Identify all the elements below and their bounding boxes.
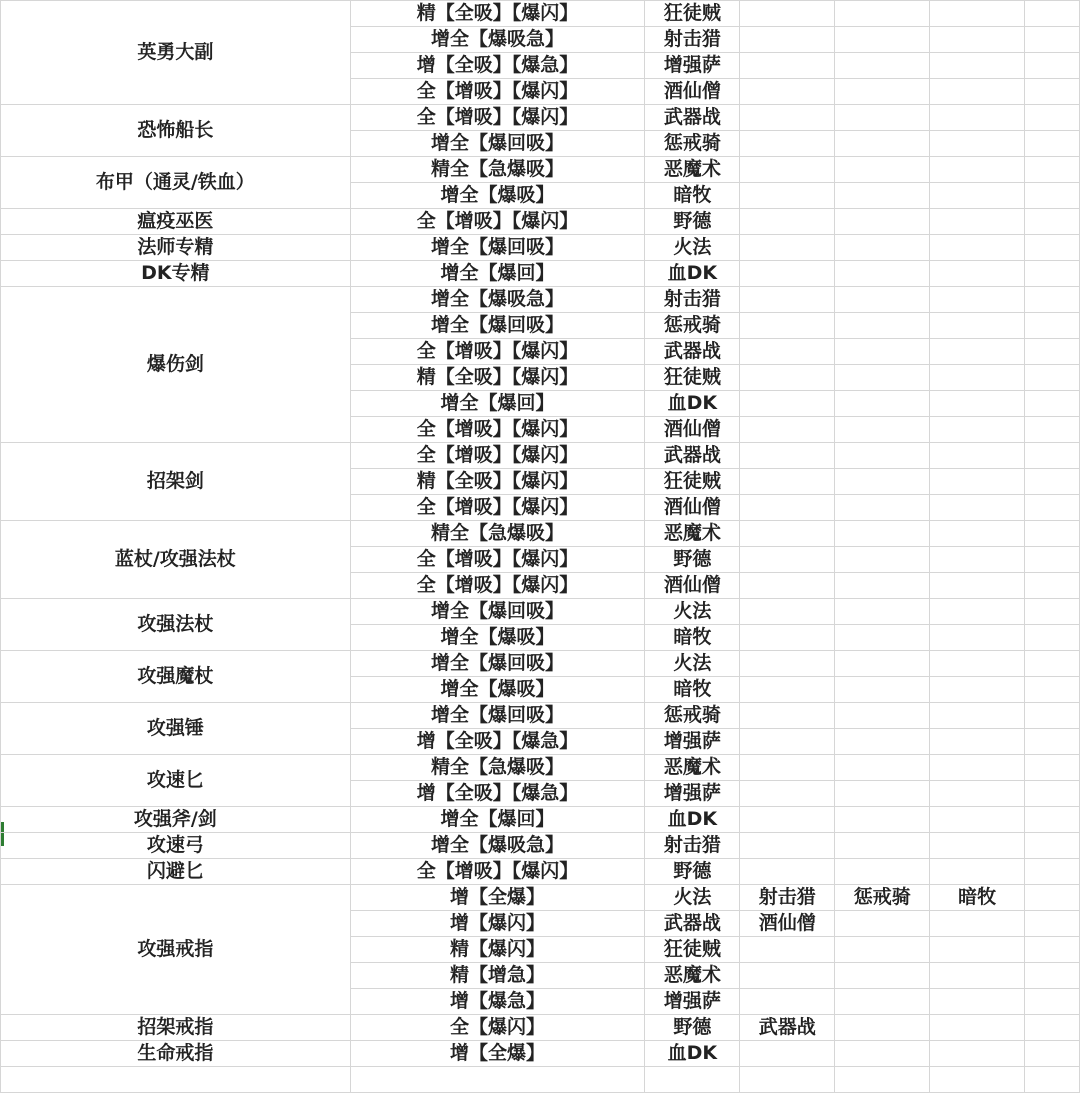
stat-priority-cell[interactable]: 增全【爆回吸】 xyxy=(350,131,645,157)
class-spec-cell[interactable]: 血DK xyxy=(645,1041,740,1067)
empty-cell[interactable] xyxy=(740,287,835,313)
stat-priority-cell[interactable]: 全【增吸】【爆闪】 xyxy=(350,105,645,131)
empty-cell[interactable] xyxy=(835,1067,930,1093)
stat-priority-cell[interactable]: 精【全吸】【爆闪】 xyxy=(350,469,645,495)
class-spec-cell[interactable]: 惩戒骑 xyxy=(645,703,740,729)
class-spec-cell[interactable]: 增强萨 xyxy=(645,729,740,755)
empty-cell[interactable] xyxy=(1025,53,1080,79)
empty-cell[interactable] xyxy=(645,1067,740,1093)
class-spec-cell[interactable]: 野德 xyxy=(645,859,740,885)
stat-priority-cell[interactable]: 全【增吸】【爆闪】 xyxy=(350,209,645,235)
stat-priority-cell[interactable]: 精全【急爆吸】 xyxy=(350,521,645,547)
empty-cell[interactable] xyxy=(930,209,1025,235)
class-spec-cell[interactable]: 酒仙僧 xyxy=(645,495,740,521)
empty-cell[interactable] xyxy=(1025,79,1080,105)
empty-cell[interactable] xyxy=(835,1,930,27)
class-spec-cell[interactable]: 狂徒贼 xyxy=(645,1,740,27)
empty-cell[interactable] xyxy=(930,521,1025,547)
stat-priority-cell[interactable]: 增【全吸】【爆急】 xyxy=(350,781,645,807)
empty-cell[interactable] xyxy=(930,599,1025,625)
stat-priority-cell[interactable]: 增【爆急】 xyxy=(350,989,645,1015)
table-row xyxy=(1,1067,1080,1093)
class-spec-cell[interactable]: 恶魔术 xyxy=(645,157,740,183)
empty-cell[interactable] xyxy=(740,651,835,677)
category-cell[interactable]: 攻速匕 xyxy=(1,755,351,807)
empty-cell[interactable] xyxy=(930,287,1025,313)
empty-cell[interactable] xyxy=(930,469,1025,495)
empty-cell[interactable] xyxy=(1025,911,1080,937)
table-row xyxy=(1,703,1080,729)
empty-cell[interactable] xyxy=(930,677,1025,703)
stat-priority-cell[interactable]: 精【全吸】【爆闪】 xyxy=(350,365,645,391)
class-spec-cell[interactable]: 暗牧 xyxy=(645,625,740,651)
empty-cell[interactable] xyxy=(930,807,1025,833)
stat-priority-cell[interactable]: 增全【爆回吸】 xyxy=(350,599,645,625)
empty-cell[interactable] xyxy=(835,287,930,313)
category-cell[interactable]: 攻强锤 xyxy=(1,703,351,755)
empty-cell[interactable] xyxy=(1025,937,1080,963)
stat-priority-cell[interactable]: 增全【爆回】 xyxy=(350,807,645,833)
empty-cell[interactable] xyxy=(835,651,930,677)
empty-cell[interactable] xyxy=(740,677,835,703)
stat-priority-cell[interactable]: 增【全吸】【爆急】 xyxy=(350,53,645,79)
empty-cell[interactable] xyxy=(930,781,1025,807)
class-spec-cell[interactable]: 暗牧 xyxy=(645,183,740,209)
empty-cell[interactable] xyxy=(1025,755,1080,781)
class-spec-cell[interactable]: 酒仙僧 xyxy=(645,79,740,105)
empty-cell[interactable] xyxy=(835,937,930,963)
empty-cell[interactable] xyxy=(835,1041,930,1067)
stat-priority-cell[interactable]: 增【爆闪】 xyxy=(350,911,645,937)
empty-cell[interactable] xyxy=(835,495,930,521)
class-spec-cell[interactable]: 武器战 xyxy=(740,1015,835,1041)
class-spec-cell[interactable]: 恶魔术 xyxy=(645,963,740,989)
empty-cell[interactable] xyxy=(1025,391,1080,417)
empty-cell[interactable] xyxy=(740,781,835,807)
class-spec-cell[interactable]: 火法 xyxy=(645,599,740,625)
empty-cell[interactable] xyxy=(835,599,930,625)
empty-cell[interactable] xyxy=(835,963,930,989)
empty-cell[interactable] xyxy=(1025,261,1080,287)
table-row xyxy=(1,521,1080,547)
empty-cell[interactable] xyxy=(740,131,835,157)
category-cell[interactable]: 闪避匕 xyxy=(1,859,351,885)
empty-cell[interactable] xyxy=(740,365,835,391)
empty-cell[interactable] xyxy=(1025,183,1080,209)
empty-cell[interactable] xyxy=(740,989,835,1015)
empty-cell[interactable] xyxy=(1025,833,1080,859)
table-row xyxy=(1,599,1080,625)
empty-cell[interactable] xyxy=(1025,625,1080,651)
class-spec-cell[interactable]: 狂徒贼 xyxy=(645,937,740,963)
empty-cell[interactable] xyxy=(1025,417,1080,443)
empty-cell[interactable] xyxy=(930,183,1025,209)
empty-cell[interactable] xyxy=(1025,1,1080,27)
empty-cell[interactable] xyxy=(1025,677,1080,703)
table-row xyxy=(1,1015,1080,1041)
category-cell[interactable]: 英勇大副 xyxy=(1,1,351,105)
empty-cell[interactable] xyxy=(930,911,1025,937)
empty-cell[interactable] xyxy=(1025,287,1080,313)
empty-cell[interactable] xyxy=(1025,1015,1080,1041)
class-spec-cell[interactable]: 武器战 xyxy=(645,105,740,131)
empty-cell[interactable] xyxy=(740,937,835,963)
class-spec-cell[interactable]: 增强萨 xyxy=(645,989,740,1015)
class-spec-cell[interactable]: 酒仙僧 xyxy=(740,911,835,937)
stat-priority-cell[interactable]: 全【增吸】【爆闪】 xyxy=(350,417,645,443)
class-spec-cell[interactable]: 酒仙僧 xyxy=(645,573,740,599)
empty-cell[interactable] xyxy=(1025,521,1080,547)
empty-cell[interactable] xyxy=(740,209,835,235)
empty-cell[interactable] xyxy=(740,703,835,729)
stat-priority-cell[interactable]: 增全【爆回】 xyxy=(350,261,645,287)
category-cell[interactable]: 生命戒指 xyxy=(1,1041,351,1067)
empty-cell[interactable] xyxy=(835,547,930,573)
stat-priority-cell[interactable]: 增全【爆吸】 xyxy=(350,677,645,703)
empty-cell[interactable] xyxy=(1025,313,1080,339)
empty-cell[interactable] xyxy=(930,937,1025,963)
class-spec-cell[interactable]: 狂徒贼 xyxy=(645,469,740,495)
empty-cell[interactable] xyxy=(930,235,1025,261)
empty-cell[interactable] xyxy=(930,755,1025,781)
class-spec-cell[interactable]: 酒仙僧 xyxy=(645,417,740,443)
class-spec-cell[interactable]: 暗牧 xyxy=(930,885,1025,911)
empty-cell[interactable] xyxy=(740,859,835,885)
empty-cell[interactable] xyxy=(1025,235,1080,261)
empty-cell[interactable] xyxy=(835,911,930,937)
table-row xyxy=(1,1041,1080,1067)
stat-priority-cell[interactable]: 精全【急爆吸】 xyxy=(350,157,645,183)
empty-cell[interactable] xyxy=(740,963,835,989)
class-spec-cell[interactable]: 火法 xyxy=(645,885,740,911)
empty-cell[interactable] xyxy=(740,391,835,417)
class-spec-cell[interactable]: 野德 xyxy=(645,1015,740,1041)
class-spec-cell[interactable]: 增强萨 xyxy=(645,53,740,79)
class-spec-cell[interactable]: 射击猎 xyxy=(645,27,740,53)
empty-cell[interactable] xyxy=(835,781,930,807)
empty-cell[interactable] xyxy=(1025,599,1080,625)
empty-cell[interactable] xyxy=(930,339,1025,365)
empty-cell[interactable] xyxy=(1025,989,1080,1015)
empty-cell[interactable] xyxy=(740,53,835,79)
class-spec-cell[interactable]: 射击猎 xyxy=(740,885,835,911)
empty-cell[interactable] xyxy=(835,807,930,833)
empty-cell[interactable] xyxy=(930,53,1025,79)
stat-priority-cell[interactable]: 精全【急爆吸】 xyxy=(350,755,645,781)
empty-cell[interactable] xyxy=(1025,469,1080,495)
stat-priority-cell[interactable]: 全【增吸】【爆闪】 xyxy=(350,495,645,521)
empty-cell[interactable] xyxy=(740,573,835,599)
stat-priority-cell[interactable]: 增全【爆回吸】 xyxy=(350,703,645,729)
empty-cell[interactable] xyxy=(740,261,835,287)
stat-priority-cell[interactable]: 精【全吸】【爆闪】 xyxy=(350,1,645,27)
empty-cell[interactable] xyxy=(835,573,930,599)
empty-cell[interactable] xyxy=(930,391,1025,417)
empty-cell[interactable] xyxy=(740,599,835,625)
empty-cell[interactable] xyxy=(835,677,930,703)
empty-cell[interactable] xyxy=(835,833,930,859)
empty-cell[interactable] xyxy=(930,859,1025,885)
empty-cell[interactable] xyxy=(740,157,835,183)
empty-cell[interactable] xyxy=(930,495,1025,521)
empty-cell[interactable] xyxy=(740,833,835,859)
empty-cell[interactable] xyxy=(835,105,930,131)
category-cell[interactable]: 攻强戒指 xyxy=(1,885,351,1015)
empty-cell[interactable] xyxy=(835,365,930,391)
empty-cell[interactable] xyxy=(740,469,835,495)
class-spec-cell[interactable]: 武器战 xyxy=(645,339,740,365)
category-cell[interactable]: 蓝杖/攻强法杖 xyxy=(1,521,351,599)
class-spec-cell[interactable]: 惩戒骑 xyxy=(835,885,930,911)
category-cell[interactable]: 布甲（通灵/铁血） xyxy=(1,157,351,209)
table-row xyxy=(1,885,1080,911)
class-spec-cell[interactable]: 血DK xyxy=(645,807,740,833)
stat-priority-cell[interactable]: 精【增急】 xyxy=(350,963,645,989)
class-spec-cell[interactable]: 暗牧 xyxy=(645,677,740,703)
category-cell[interactable]: DK专精 xyxy=(1,261,351,287)
stat-priority-cell[interactable]: 全【增吸】【爆闪】 xyxy=(350,339,645,365)
empty-cell[interactable] xyxy=(740,547,835,573)
empty-cell[interactable] xyxy=(930,1,1025,27)
table-row xyxy=(1,287,1080,313)
empty-cell[interactable] xyxy=(1025,573,1080,599)
table-row xyxy=(1,755,1080,781)
empty-cell[interactable] xyxy=(930,105,1025,131)
empty-cell[interactable] xyxy=(835,625,930,651)
empty-cell[interactable] xyxy=(350,1067,645,1093)
empty-cell[interactable] xyxy=(740,417,835,443)
empty-cell[interactable] xyxy=(835,261,930,287)
empty-cell[interactable] xyxy=(740,313,835,339)
class-spec-cell[interactable]: 恶魔术 xyxy=(645,755,740,781)
empty-cell[interactable] xyxy=(1025,105,1080,131)
class-spec-cell[interactable]: 野德 xyxy=(645,209,740,235)
stat-priority-cell[interactable]: 增全【爆回吸】 xyxy=(350,235,645,261)
empty-cell[interactable] xyxy=(930,79,1025,105)
category-cell[interactable]: 攻强法杖 xyxy=(1,599,351,651)
empty-cell[interactable] xyxy=(1025,703,1080,729)
table-row xyxy=(1,833,1080,859)
table-row xyxy=(1,443,1080,469)
category-cell[interactable]: 攻速弓 xyxy=(1,833,351,859)
empty-cell[interactable] xyxy=(835,755,930,781)
empty-cell[interactable] xyxy=(1,1067,351,1093)
empty-cell[interactable] xyxy=(835,443,930,469)
empty-cell[interactable] xyxy=(1025,963,1080,989)
empty-cell[interactable] xyxy=(835,391,930,417)
class-spec-cell[interactable]: 恶魔术 xyxy=(645,521,740,547)
empty-cell[interactable] xyxy=(740,183,835,209)
table-row xyxy=(1,157,1080,183)
empty-cell[interactable] xyxy=(1025,27,1080,53)
stat-priority-cell[interactable]: 增全【爆吸急】 xyxy=(350,287,645,313)
empty-cell[interactable] xyxy=(740,1041,835,1067)
empty-cell[interactable] xyxy=(740,443,835,469)
empty-cell[interactable] xyxy=(1025,807,1080,833)
empty-cell[interactable] xyxy=(1025,131,1080,157)
empty-cell[interactable] xyxy=(930,1067,1025,1093)
empty-cell[interactable] xyxy=(930,729,1025,755)
empty-cell[interactable] xyxy=(930,443,1025,469)
class-spec-cell[interactable]: 火法 xyxy=(645,651,740,677)
empty-cell[interactable] xyxy=(835,339,930,365)
empty-cell[interactable] xyxy=(930,261,1025,287)
empty-cell[interactable] xyxy=(930,833,1025,859)
stat-priority-cell[interactable]: 增全【爆回】 xyxy=(350,391,645,417)
stat-priority-cell[interactable]: 增全【爆回吸】 xyxy=(350,313,645,339)
empty-cell[interactable] xyxy=(835,729,930,755)
empty-cell[interactable] xyxy=(1025,443,1080,469)
empty-cell[interactable] xyxy=(930,651,1025,677)
stat-priority-cell[interactable]: 全【增吸】【爆闪】 xyxy=(350,547,645,573)
table-row xyxy=(1,807,1080,833)
class-spec-cell[interactable]: 武器战 xyxy=(645,443,740,469)
empty-cell[interactable] xyxy=(740,729,835,755)
stat-priority-cell[interactable]: 全【增吸】【爆闪】 xyxy=(350,573,645,599)
stat-priority-cell[interactable]: 全【爆闪】 xyxy=(350,1015,645,1041)
category-cell[interactable]: 瘟疫巫医 xyxy=(1,209,351,235)
empty-cell[interactable] xyxy=(740,1067,835,1093)
table-row xyxy=(1,105,1080,131)
category-cell[interactable]: 招架剑 xyxy=(1,443,351,521)
empty-cell[interactable] xyxy=(1025,495,1080,521)
empty-cell[interactable] xyxy=(1025,209,1080,235)
category-cell[interactable]: 招架戒指 xyxy=(1,1015,351,1041)
empty-cell[interactable] xyxy=(1025,1041,1080,1067)
empty-cell[interactable] xyxy=(1025,1067,1080,1093)
stat-priority-cell[interactable]: 全【增吸】【爆闪】 xyxy=(350,79,645,105)
empty-cell[interactable] xyxy=(930,157,1025,183)
table-row xyxy=(1,209,1080,235)
empty-cell[interactable] xyxy=(930,1015,1025,1041)
empty-cell[interactable] xyxy=(835,157,930,183)
empty-cell[interactable] xyxy=(930,313,1025,339)
empty-cell[interactable] xyxy=(1025,859,1080,885)
empty-cell[interactable] xyxy=(740,495,835,521)
class-spec-cell[interactable]: 增强萨 xyxy=(645,781,740,807)
table-row xyxy=(1,859,1080,885)
empty-cell[interactable] xyxy=(930,703,1025,729)
class-spec-cell[interactable]: 火法 xyxy=(645,235,740,261)
stat-priority-cell[interactable]: 精【爆闪】 xyxy=(350,937,645,963)
class-spec-cell[interactable]: 血DK xyxy=(645,261,740,287)
empty-cell[interactable] xyxy=(835,469,930,495)
empty-cell[interactable] xyxy=(740,27,835,53)
category-cell[interactable]: 攻强斧/剑 xyxy=(1,807,351,833)
empty-cell[interactable] xyxy=(740,1,835,27)
category-cell[interactable]: 攻强魔杖 xyxy=(1,651,351,703)
empty-cell[interactable] xyxy=(740,235,835,261)
table-row xyxy=(1,235,1080,261)
empty-cell[interactable] xyxy=(1025,885,1080,911)
table-row xyxy=(1,261,1080,287)
class-spec-cell[interactable]: 血DK xyxy=(645,391,740,417)
empty-cell[interactable] xyxy=(835,313,930,339)
empty-cell[interactable] xyxy=(930,963,1025,989)
empty-cell[interactable] xyxy=(835,859,930,885)
empty-cell[interactable] xyxy=(1025,365,1080,391)
empty-cell[interactable] xyxy=(1025,157,1080,183)
empty-cell[interactable] xyxy=(930,27,1025,53)
empty-cell[interactable] xyxy=(835,521,930,547)
empty-cell[interactable] xyxy=(740,755,835,781)
stat-priority-cell[interactable]: 增全【爆吸急】 xyxy=(350,27,645,53)
category-cell[interactable]: 法师专精 xyxy=(1,235,351,261)
empty-cell[interactable] xyxy=(835,53,930,79)
stat-priority-cell[interactable]: 增全【爆吸】 xyxy=(350,183,645,209)
empty-cell[interactable] xyxy=(1025,339,1080,365)
category-cell[interactable]: 恐怖船长 xyxy=(1,105,351,157)
class-spec-cell[interactable]: 惩戒骑 xyxy=(645,313,740,339)
empty-cell[interactable] xyxy=(740,521,835,547)
stat-priority-cell[interactable]: 增【全爆】 xyxy=(350,885,645,911)
empty-cell[interactable] xyxy=(930,1041,1025,1067)
class-spec-cell[interactable]: 射击猎 xyxy=(645,287,740,313)
empty-cell[interactable] xyxy=(930,625,1025,651)
empty-cell[interactable] xyxy=(835,27,930,53)
empty-cell[interactable] xyxy=(1025,651,1080,677)
class-spec-cell[interactable]: 武器战 xyxy=(645,911,740,937)
empty-cell[interactable] xyxy=(740,339,835,365)
empty-cell[interactable] xyxy=(930,989,1025,1015)
empty-cell[interactable] xyxy=(740,79,835,105)
class-spec-cell[interactable]: 狂徒贼 xyxy=(645,365,740,391)
stat-priority-cell[interactable]: 增全【爆回吸】 xyxy=(350,651,645,677)
empty-cell[interactable] xyxy=(835,989,930,1015)
empty-cell[interactable] xyxy=(835,235,930,261)
empty-cell[interactable] xyxy=(1025,547,1080,573)
empty-cell[interactable] xyxy=(930,131,1025,157)
stat-priority-cell[interactable]: 增【全吸】【爆急】 xyxy=(350,729,645,755)
empty-cell[interactable] xyxy=(835,1015,930,1041)
empty-cell[interactable] xyxy=(930,547,1025,573)
empty-cell[interactable] xyxy=(1025,781,1080,807)
empty-cell[interactable] xyxy=(1025,729,1080,755)
empty-cell[interactable] xyxy=(835,417,930,443)
empty-cell[interactable] xyxy=(740,625,835,651)
stat-priority-cell[interactable]: 全【增吸】【爆闪】 xyxy=(350,443,645,469)
empty-cell[interactable] xyxy=(835,703,930,729)
stat-priority-cell[interactable]: 增全【爆吸急】 xyxy=(350,833,645,859)
empty-cell[interactable] xyxy=(740,807,835,833)
class-spec-cell[interactable]: 惩戒骑 xyxy=(645,131,740,157)
empty-cell[interactable] xyxy=(740,105,835,131)
empty-cell[interactable] xyxy=(835,79,930,105)
class-spec-cell[interactable]: 野德 xyxy=(645,547,740,573)
table-row xyxy=(1,1,1080,27)
class-spec-cell[interactable]: 射击猎 xyxy=(645,833,740,859)
category-cell[interactable]: 爆伤剑 xyxy=(1,287,351,443)
stat-priority-cell[interactable]: 增全【爆吸】 xyxy=(350,625,645,651)
empty-cell[interactable] xyxy=(835,131,930,157)
stat-priority-cell[interactable]: 全【增吸】【爆闪】 xyxy=(350,859,645,885)
stat-priority-cell[interactable]: 增【全爆】 xyxy=(350,1041,645,1067)
empty-cell[interactable] xyxy=(930,365,1025,391)
empty-cell[interactable] xyxy=(835,209,930,235)
empty-cell[interactable] xyxy=(930,417,1025,443)
empty-cell[interactable] xyxy=(930,573,1025,599)
table-row xyxy=(1,651,1080,677)
empty-cell[interactable] xyxy=(835,183,930,209)
